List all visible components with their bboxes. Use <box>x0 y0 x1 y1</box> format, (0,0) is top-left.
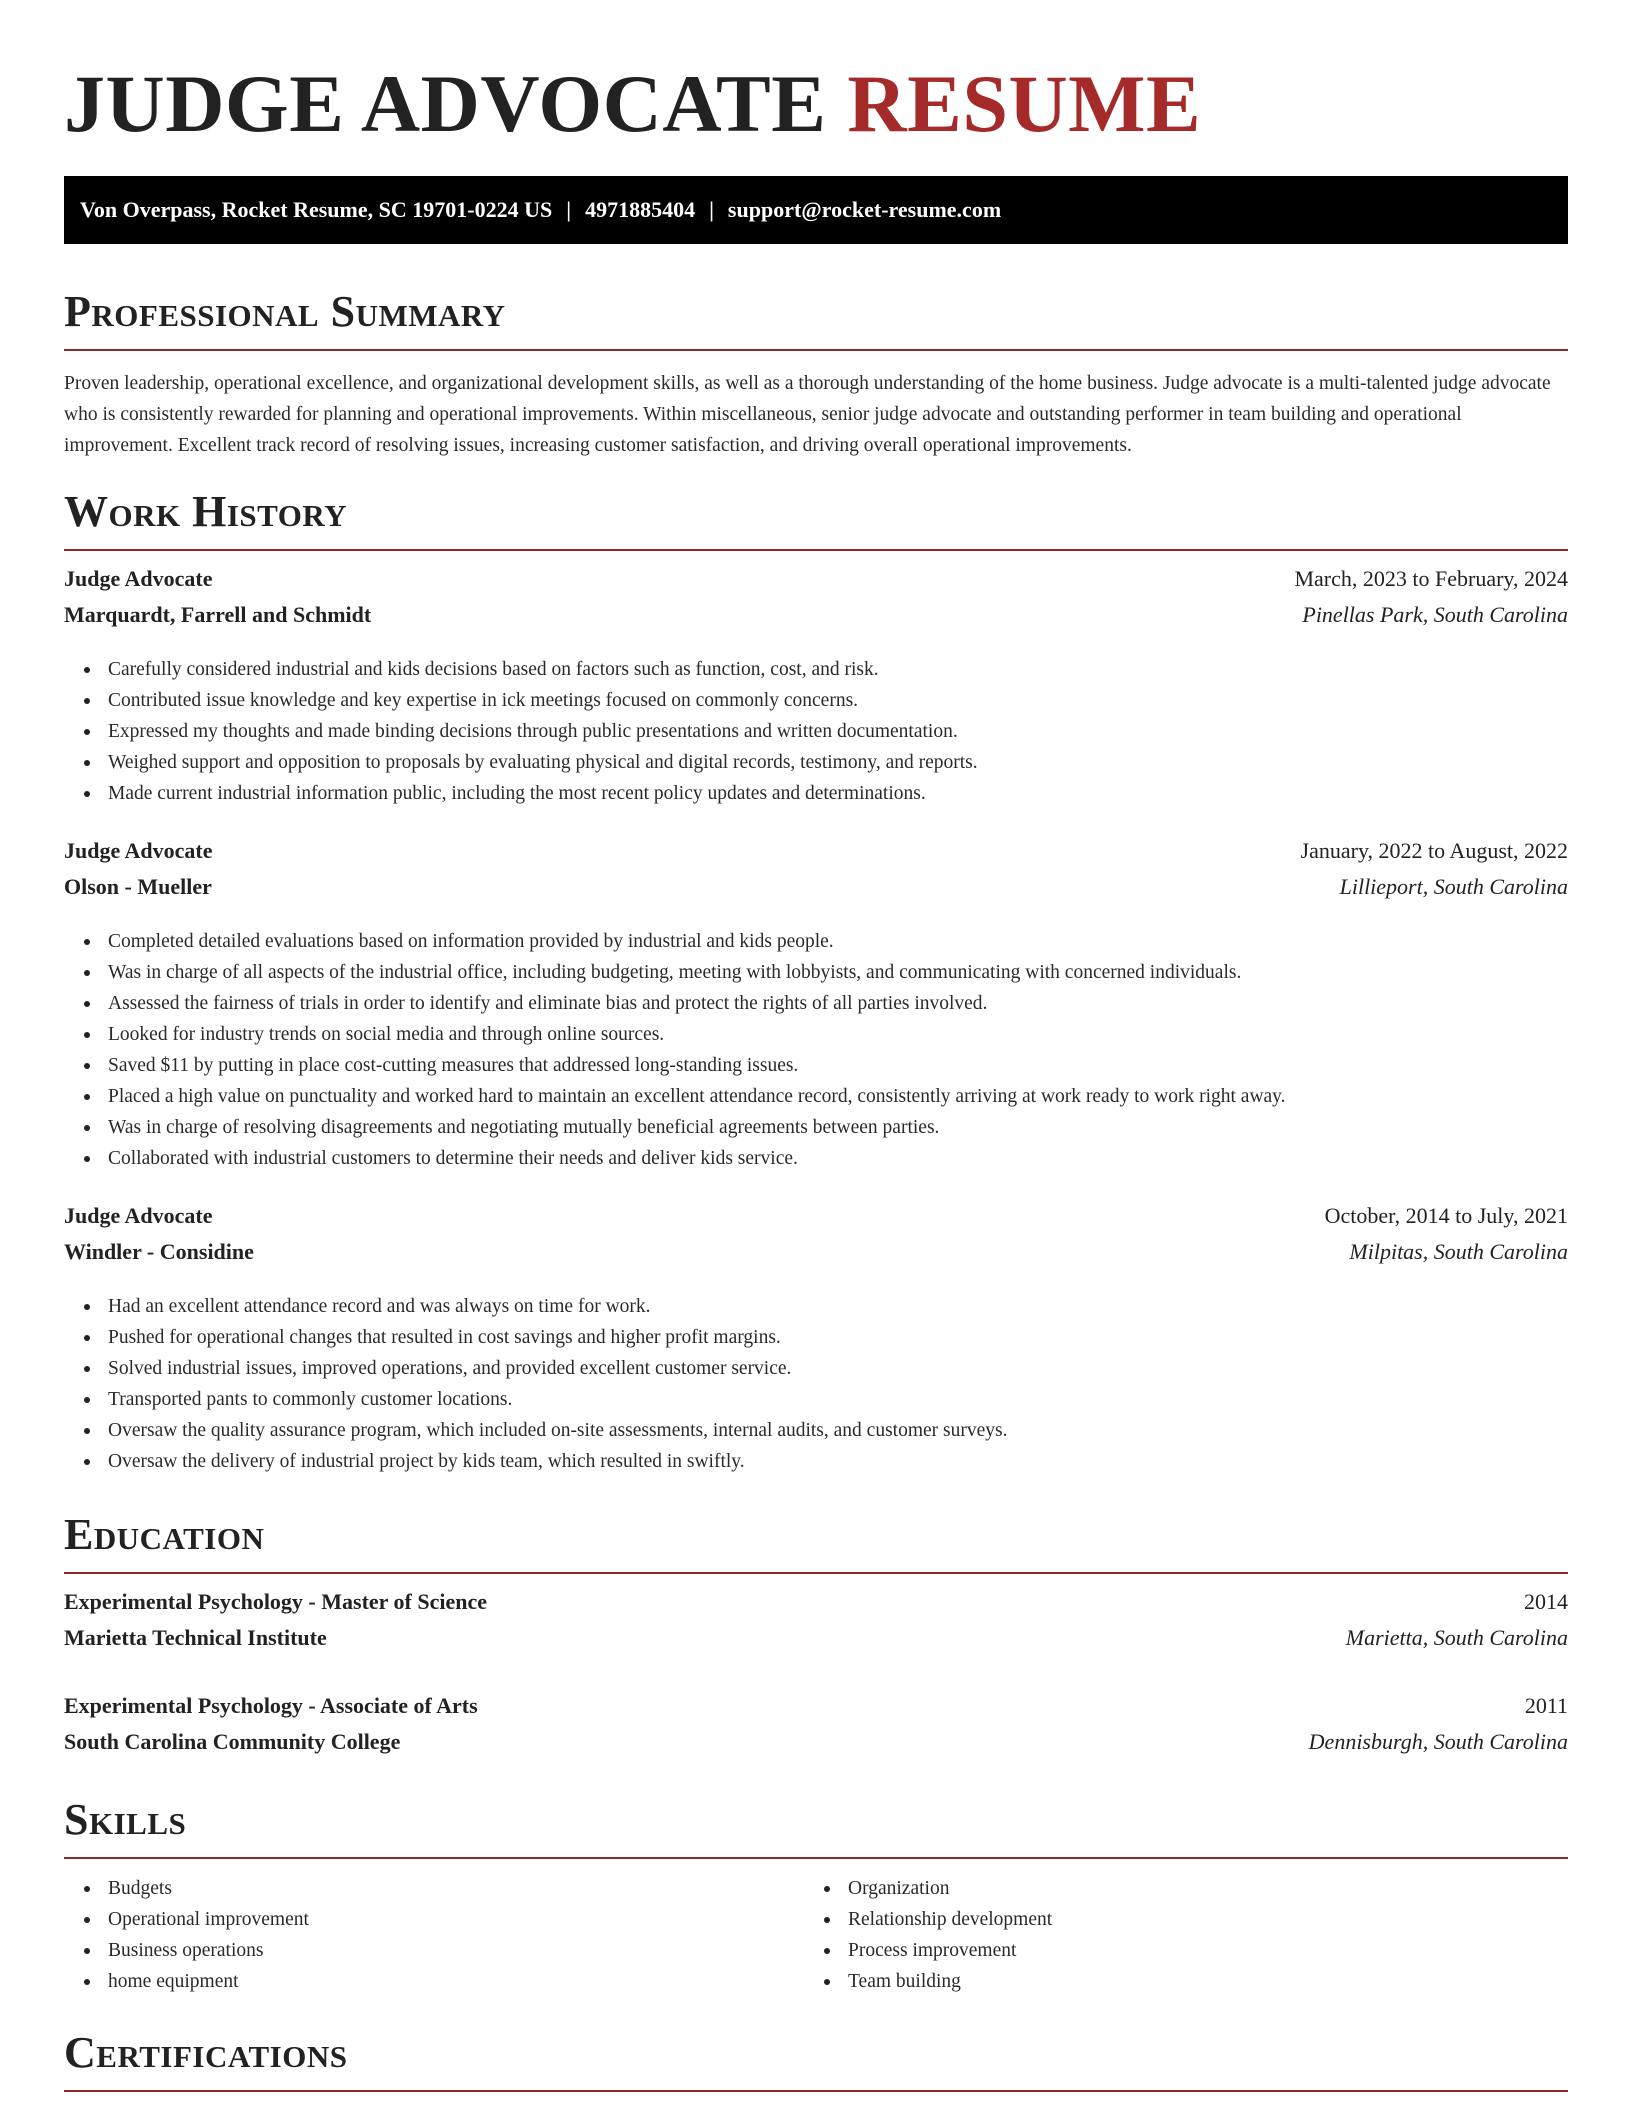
job-location: Lillieport, South Carolina <box>1339 874 1568 899</box>
list-item: Was in charge of resolving disagreements and negotiating mutually beneficial agreements between parties. <box>108 1112 1612 1143</box>
skill-item: Organization <box>848 1873 1548 1904</box>
section-heading-education: Education <box>64 1510 265 1559</box>
job-title-row <box>64 566 1568 602</box>
skill-item: home equipment <box>108 1966 808 1997</box>
job-bullet-list <box>64 926 1612 1174</box>
job-title-row <box>64 1203 1568 1239</box>
section-divider <box>64 1572 1568 1574</box>
job-title: Judge Advocate <box>64 838 213 863</box>
list-item: Was in charge of all aspects of the industrial office, including budgeting, meeting with lobbyists, and communicating with concerned individuals. <box>108 957 1612 988</box>
job-title: Judge Advocate <box>64 1203 213 1228</box>
list-item: Oversaw the quality assurance program, which included on-site assessments, internal audits, and customer surveys. <box>108 1415 1612 1446</box>
education-school: South Carolina Community College <box>64 1729 401 1754</box>
job-bullet-list <box>64 1291 1612 1477</box>
resume-title <box>64 58 1201 150</box>
contact-separator: | <box>566 197 572 222</box>
education-location: Dennisburgh, South Carolina <box>1308 1729 1568 1754</box>
section-divider <box>64 549 1568 551</box>
job-company-row <box>64 602 1568 638</box>
job-dates: March, 2023 to February, 2024 <box>1294 566 1568 591</box>
job-title: Judge Advocate <box>64 566 213 591</box>
summary-text: Proven leadership, operational excellence, and organizational development skills, as well as a thorough understanding of the home business. Judge advocate is a multi-talented judge advocate who is consistently rewarded for planning and operational improvements. Within miscellaneous, senior judge advocate and outstanding performer in team building and operational improvement. Excellent track record of resolving issues, increasing customer satisfaction, and driving overall operational improvements. <box>64 373 1551 456</box>
education-degree-row <box>64 1693 1568 1729</box>
section-heading-work-history: Work History <box>64 487 348 536</box>
list-item: Solved industrial issues, improved operations, and provided excellent customer service. <box>108 1353 1612 1384</box>
skills-list-right <box>804 1873 1548 1997</box>
section-divider <box>64 1857 1568 1859</box>
education-school-row <box>64 1625 1568 1661</box>
education-degree-row <box>64 1589 1568 1625</box>
education-location: Marietta, South Carolina <box>1345 1625 1568 1650</box>
education-year: 2011 <box>1524 1693 1568 1718</box>
job-bullet-list <box>64 654 1612 809</box>
list-item: Carefully considered industrial and kids decisions based on factors such as function, cost, and risk. <box>108 654 1612 685</box>
job-dates: October, 2014 to July, 2021 <box>1324 1203 1568 1228</box>
title-main: JUDGE ADVOCATE <box>64 58 827 149</box>
section-heading-summary: Professional Summary <box>64 287 506 336</box>
list-item: Pushed for operational changes that resulted in cost savings and higher profit margins. <box>108 1322 1612 1353</box>
skill-item: Team building <box>848 1966 1548 1997</box>
list-item: Oversaw the delivery of industrial project by kids team, which resulted in swiftly. <box>108 1446 1612 1477</box>
section-divider <box>64 349 1568 351</box>
section-heading-certifications: Certifications <box>64 2028 348 2077</box>
job-location: Pinellas Park, South Carolina <box>1302 602 1568 627</box>
section-divider <box>64 2090 1568 2092</box>
education-degree: Experimental Psychology - Associate of Arts <box>64 1693 478 1718</box>
education-school-row <box>64 1729 1568 1765</box>
title-accent: RESUME <box>847 58 1202 149</box>
list-item: Expressed my thoughts and made binding decisions through public presentations and written documentation. <box>108 716 1612 747</box>
skill-item: Relationship development <box>848 1904 1548 1935</box>
list-item: Contributed issue knowledge and key expertise in ick meetings focused on commonly concerns. <box>108 685 1612 716</box>
list-item: Saved $11 by putting in place cost-cutting measures that addressed long-standing issues. <box>108 1050 1612 1081</box>
job-company: Olson - Mueller <box>64 874 212 899</box>
list-item: Transported pants to commonly customer locations. <box>108 1384 1612 1415</box>
contact-phone: 4971885404 <box>585 197 696 222</box>
contact-address: Von Overpass, Rocket Resume, SC 19701-0224 US <box>80 197 553 222</box>
education-school: Marietta Technical Institute <box>64 1625 327 1650</box>
job-company: Marquardt, Farrell and Schmidt <box>64 602 372 627</box>
job-dates: January, 2022 to August, 2022 <box>1300 838 1568 863</box>
job-title-row <box>64 838 1568 874</box>
list-item: Completed detailed evaluations based on information provided by industrial and kids people. <box>108 926 1612 957</box>
contact-bar <box>64 176 1568 244</box>
skill-item: Business operations <box>108 1935 808 1966</box>
job-company-row <box>64 1239 1568 1275</box>
job-company-row <box>64 874 1568 910</box>
skill-item: Budgets <box>108 1873 808 1904</box>
job-company: Windler - Considine <box>64 1239 254 1264</box>
list-item: Made current industrial information public, including the most recent policy updates and determinations. <box>108 778 1612 809</box>
skill-item: Operational improvement <box>108 1904 808 1935</box>
education-year: 2014 <box>1524 1589 1568 1614</box>
list-item: Placed a high value on punctuality and worked hard to maintain an excellent attendance record, consistently arriving at work ready to work right away. <box>108 1081 1612 1112</box>
contact-email: support@rocket-resume.com <box>727 197 1002 222</box>
contact-separator: | <box>709 197 714 222</box>
list-item: Collaborated with industrial customers to determine their needs and deliver kids service. <box>108 1143 1612 1174</box>
list-item: Had an excellent attendance record and was always on time for work. <box>108 1291 1612 1322</box>
education-degree: Experimental Psychology - Master of Science <box>64 1589 488 1614</box>
list-item: Weighed support and opposition to proposals by evaluating physical and digital records, testimony, and reports. <box>108 747 1612 778</box>
list-item: Looked for industry trends on social media and through online sources. <box>108 1019 1612 1050</box>
job-location: Milpitas, South Carolina <box>1349 1239 1568 1264</box>
list-item: Assessed the fairness of trials in order to identify and eliminate bias and protect the rights of all parties involved. <box>108 988 1612 1019</box>
section-heading-skills: Skills <box>64 1795 187 1844</box>
skills-list-left <box>64 1873 808 1997</box>
skill-item: Process improvement <box>848 1935 1548 1966</box>
